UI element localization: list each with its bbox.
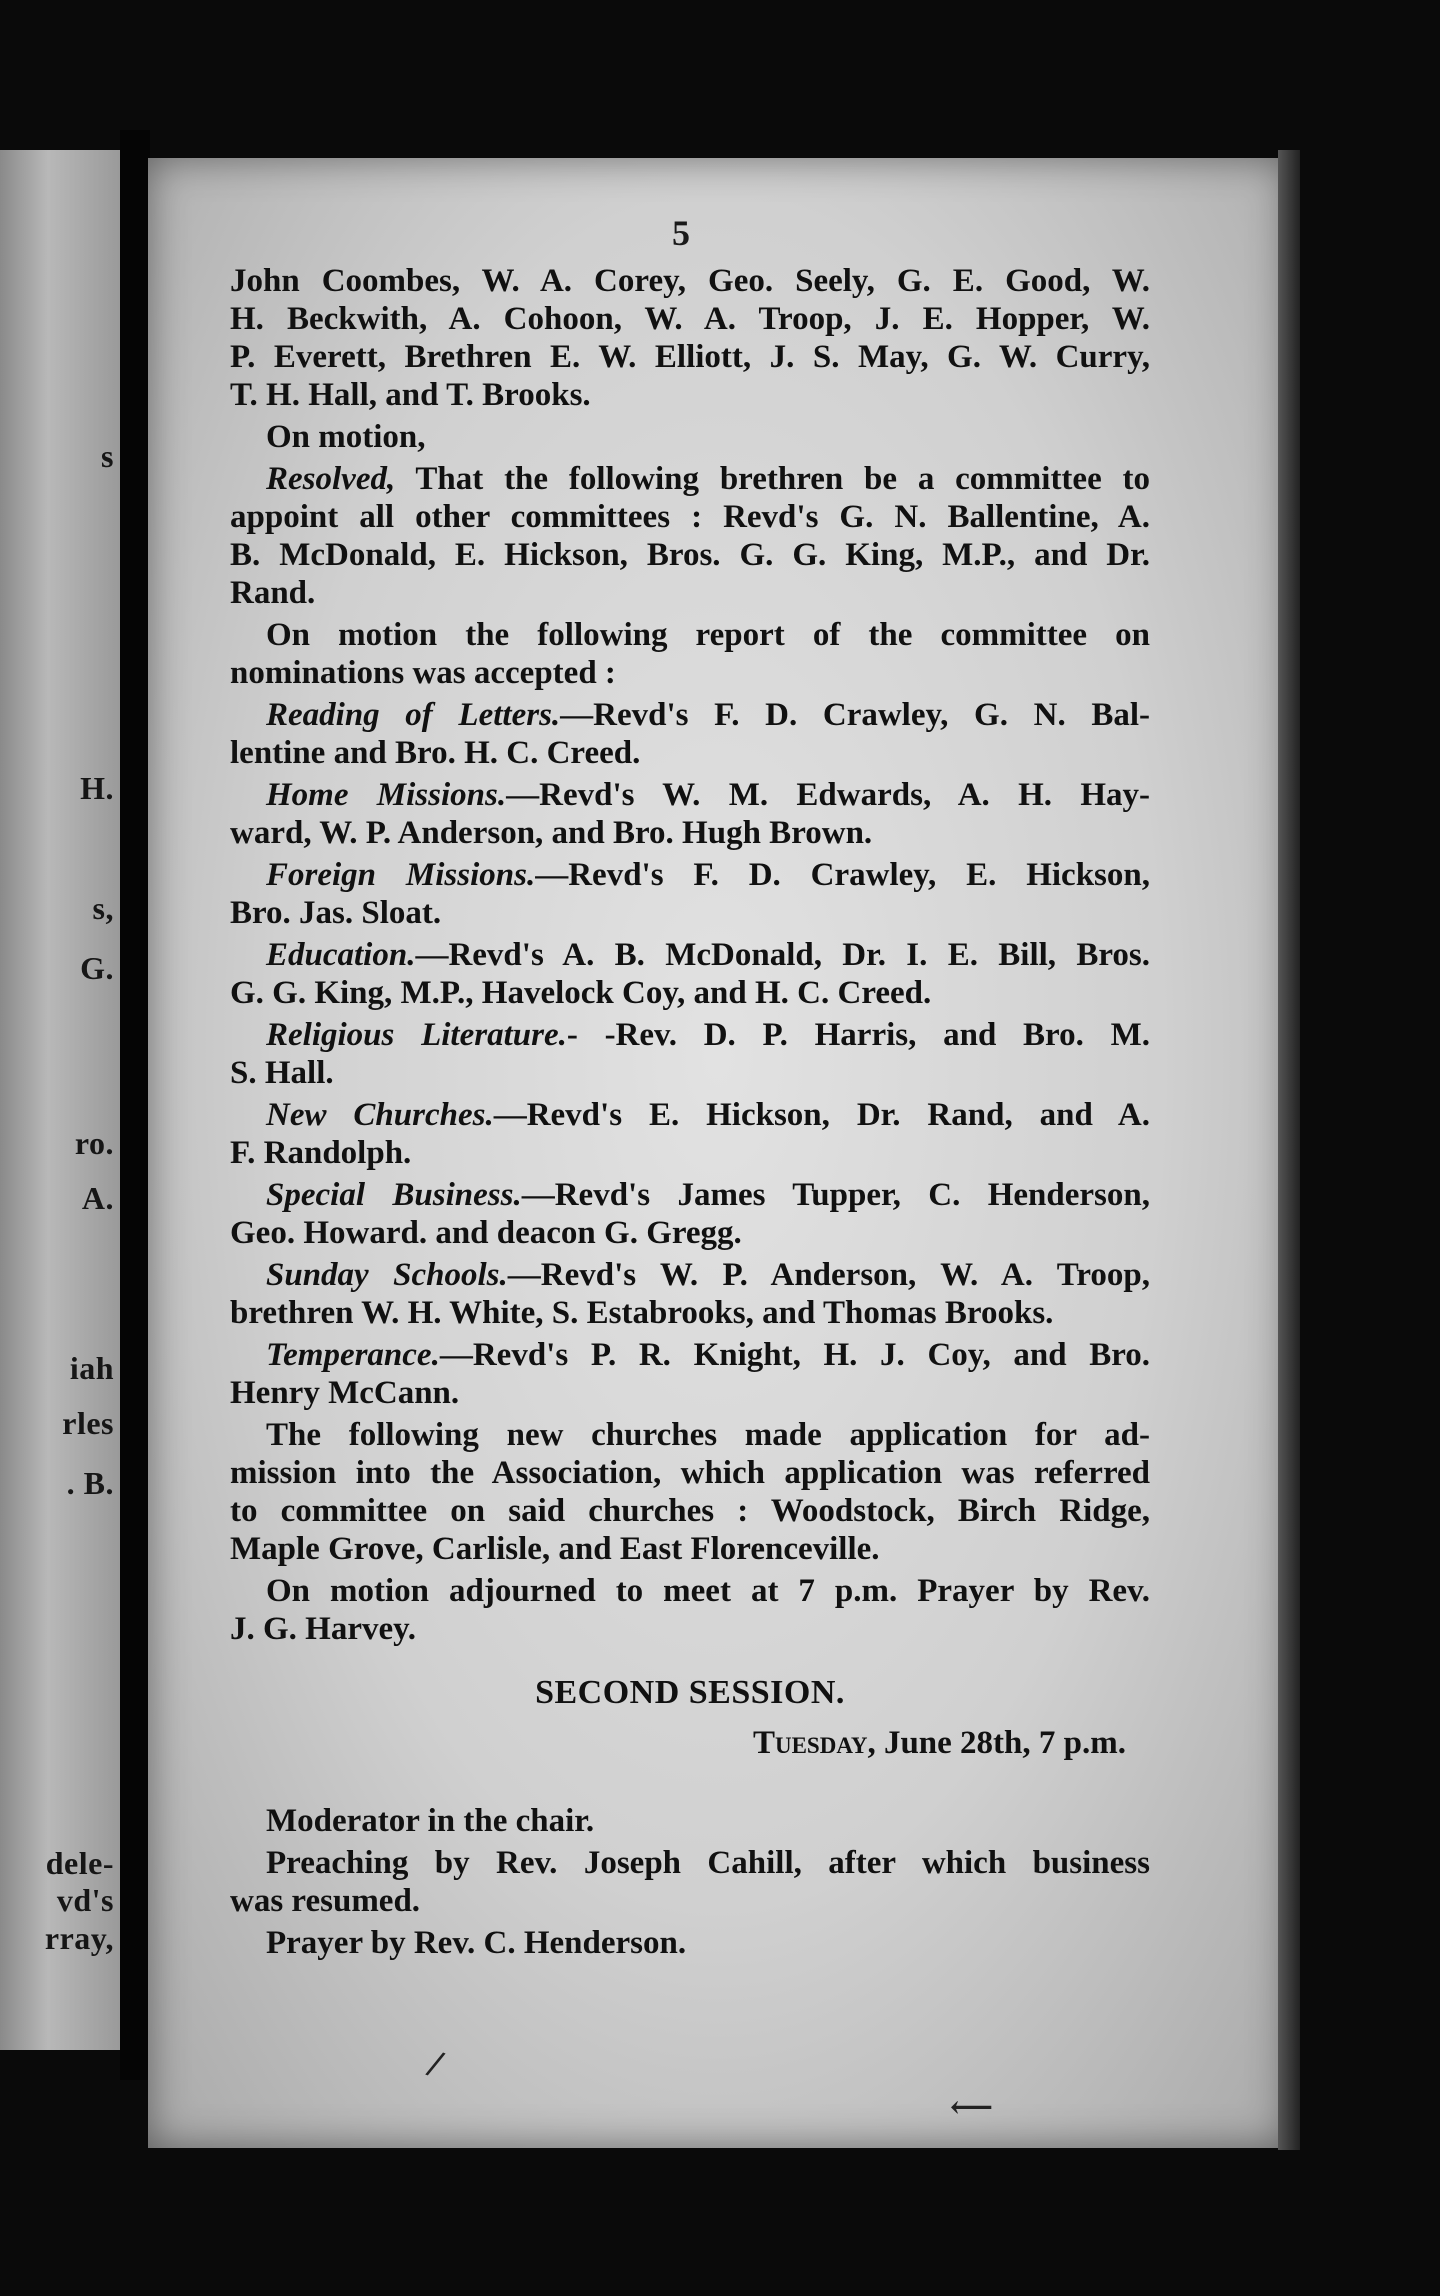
facing-page-fragment: iah (69, 1350, 114, 1386)
text-line: lentine and Bro. H. C. Creed. (230, 735, 641, 771)
committee-new-churches (230, 1096, 1150, 1172)
text-line: H. Beckwith, A. Cohoon, W. A. Troop, J. E. Hopper, W. (230, 301, 1150, 337)
text-line: brethren W. H. White, S. Estabrooks, and Thomas Brooks. (230, 1295, 1054, 1331)
committee-label: Special Business. (266, 1177, 522, 1213)
text-line: John Coombes, W. A. Corey, Geo. Seely, G. E. Good, W. (230, 263, 1150, 299)
text-line (230, 776, 1150, 814)
committee-education (230, 936, 1150, 1012)
paragraph-preaching (230, 1844, 1150, 1920)
text-span: —Revd's F. D. Crawley, G. N. Bal- (560, 697, 1150, 733)
paragraph-attendees (230, 262, 1150, 414)
committee-label: New Churches. (266, 1097, 494, 1133)
text-line (230, 1176, 1150, 1214)
committee-temperance (230, 1336, 1150, 1412)
paragraph-prayer: Prayer by Rev. C. Henderson. (266, 1925, 687, 1961)
committee-label: Sunday Schools. (266, 1257, 508, 1293)
session-dateline (230, 1724, 1150, 1762)
text-span: —Revd's E. Hickson, Dr. Rand, and A. (493, 1097, 1150, 1133)
text-line: F. Randolph. (230, 1135, 412, 1171)
committee-label: Home Missions. (266, 777, 507, 813)
facing-page-fragment: H. (80, 770, 114, 806)
text-span: —Revd's P. R. Knight, H. J. Coy, and Bro. (439, 1337, 1150, 1373)
text-span: —Revd's W. M. Edwards, A. H. Hay- (506, 777, 1150, 813)
facing-page-edge (0, 150, 120, 2050)
paragraph-resolved (230, 460, 1150, 612)
resolved-label: Resolved, (266, 461, 396, 497)
text-line: The following new churches made application for ad- (266, 1417, 1150, 1453)
facing-page-fragment: ro. (74, 1125, 114, 1161)
paragraph-adjourned (230, 1572, 1150, 1648)
committee-home-missions (230, 776, 1150, 852)
committee-label: Reading of Letters. (266, 697, 561, 733)
text-line: Geo. Howard. and deacon G. Gregg. (230, 1215, 742, 1251)
text-span: —Revd's W. P. Anderson, W. A. Troop, (507, 1257, 1150, 1293)
text-line: appoint all other committees : Revd's G. N. Ballentine, A. (230, 499, 1150, 535)
text-span: - -Rev. D. P. Harris, and Bro. M. (566, 1017, 1150, 1053)
text-line: On motion the following report of the committee on (266, 617, 1150, 653)
text-line: Preaching by Rev. Joseph Cahill, after which business (266, 1845, 1150, 1881)
text-line: S. Hall. (230, 1055, 334, 1091)
text-line: Maple Grove, Carlisle, and East Florenceville. (230, 1531, 880, 1567)
text-line: was resumed. (230, 1883, 421, 1919)
committee-label: Religious Literature. (266, 1017, 567, 1053)
dateline-day: Tuesday, (752, 1725, 876, 1761)
facing-page-fragment: dele- (45, 1845, 114, 1881)
text-line: T. H. Hall, and T. Brooks. (230, 377, 591, 413)
paragraph-moderator: Moderator in the chair. (266, 1803, 595, 1839)
facing-page-fragment: s, (92, 890, 114, 926)
text-line: Bro. Jas. Sloat. (230, 895, 442, 931)
scan-mark: ⟵ (950, 2091, 994, 2124)
committee-sunday-schools (230, 1256, 1150, 1332)
page-number: 5 (672, 213, 690, 253)
facing-page-fragment: rles (62, 1405, 114, 1441)
text-span: —Revd's F. D. Crawley, E. Hickson, (535, 857, 1150, 893)
paragraph-new-churches-application (230, 1416, 1150, 1568)
text-line (230, 460, 1150, 498)
facing-page-fragment: vd's (56, 1882, 114, 1918)
text-line: to committee on said churches : Woodstock, Birch Ridge, (230, 1493, 1150, 1529)
facing-page-fragment: G. (80, 950, 114, 986)
book-gutter (120, 130, 150, 2080)
text-span: —Revd's A. B. McDonald, Dr. I. E. Bill, Bros. (415, 937, 1150, 973)
committee-foreign-missions (230, 856, 1150, 932)
text-line: Rand. (230, 575, 316, 611)
page-edge (1278, 150, 1300, 2150)
paragraph-on-motion: On motion, (266, 419, 426, 455)
text-line (230, 856, 1150, 894)
text-line: J. G. Harvey. (230, 1611, 417, 1647)
text-line: mission into the Association, which application was referred (230, 1455, 1150, 1491)
text-line: On motion adjourned to meet at 7 p.m. Prayer by Rev. (266, 1573, 1150, 1609)
text-line: B. McDonald, E. Hickson, Bros. G. G. King, M.P., and Dr. (230, 537, 1150, 573)
text-line (230, 1256, 1150, 1294)
text-line: P. Everett, Brethren E. W. Elliott, J. S. May, G. W. Curry, (230, 339, 1150, 375)
dateline-date: June 28th, 7 p.m. (883, 1725, 1126, 1761)
committee-reading-of-letters (230, 696, 1150, 772)
text-span: —Revd's James Tupper, C. Henderson, (521, 1177, 1151, 1213)
facing-page-fragment: A. (81, 1180, 114, 1216)
text-span: That the following brethren be a committee to (415, 461, 1150, 497)
text-line (230, 936, 1150, 974)
text-line (230, 696, 1150, 734)
committee-religious-literature (230, 1016, 1150, 1092)
text-line: nominations was accepted : (230, 655, 616, 691)
committee-label: Temperance. (266, 1337, 440, 1373)
text-line (230, 1016, 1150, 1054)
text-line (230, 1336, 1150, 1374)
facing-page-fragment: . B. (66, 1465, 114, 1501)
committee-label: Foreign Missions. (266, 857, 536, 893)
committee-special-business (230, 1176, 1150, 1252)
text-line (230, 1096, 1150, 1134)
paragraph-nominations (230, 616, 1150, 692)
section-heading: SECOND SESSION. (535, 1674, 845, 1711)
text-line: G. G. King, M.P., Havelock Coy, and H. C. Creed. (230, 975, 932, 1011)
page-body (230, 262, 1150, 1966)
text-line: ward, W. P. Anderson, and Bro. Hugh Brown. (230, 815, 873, 851)
text-line: Henry McCann. (230, 1375, 460, 1411)
committee-label: Education. (266, 937, 416, 973)
scan-mark: / (422, 2040, 449, 2087)
facing-page-fragment: rray, (44, 1920, 114, 1956)
facing-page-fragment: s (101, 438, 114, 474)
